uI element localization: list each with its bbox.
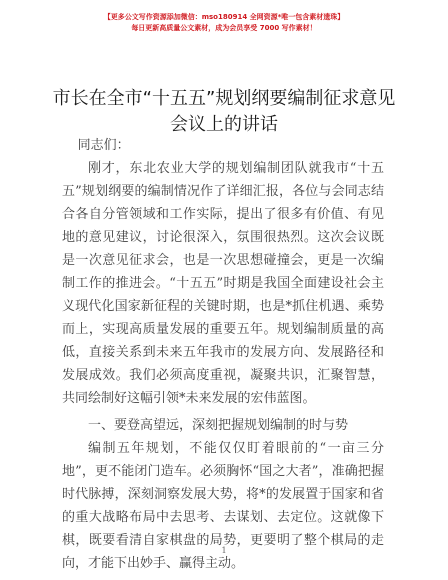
promo-banner-line-1: 【更多公文写作资源添加微信：mso180914 全网资源*唯一包含素材遗珠】	[103, 13, 345, 21]
salutation: 同志们：	[77, 138, 130, 153]
promo-banner	[0, 12, 448, 34]
body-paragraph: 刚才，东北农业大学的规划编制团队就我市“十五五”规划纲要的编制情况作了详细汇报，各位与会同志结合各自分管领域和工作实际，提出了很多有价值、有见地的意见建议，讨论很深入，氛围很热烈。这次会议既是一次意见征求会，也是一次思想碰撞会，更是一次编制工作的推进会。“十五五”时期是我国全面建设社会主义现代化国家新征程的关键时期，也是*抓住机遇、乘势而上，实现高质量发展的重要五年。规划编制质量的高低，直接关系到未来五年我市的发展方向、发展路径和发展成效。我们必须高度重视，凝聚共识，汇聚智慧，共同绘制好这幅引领*未来发展的宏伟蓝图。	[62, 161, 384, 406]
promo-banner-line-2: 每日更新高质量公文素材，成为会员享受 7000 写作素材！	[131, 24, 317, 32]
document-title-line-2: 会议上的讲话	[170, 114, 278, 135]
body-paragraph: 编制五年规划，不能仅仅盯着眼前的“一亩三分地”，更不能闭门造车。必须胸怀“国之大者”，准确把握时代脉搏，深刻洞察发展大势，将*的发展置于国家和省的重大战略布局中去思考、去谋划、去定位。这就像下棋，既要看清自家棋盘的局势，更要明了整个棋局的走向，才能下出妙手、赢得主动。	[62, 441, 384, 571]
document-title	[0, 86, 448, 138]
document-body	[62, 134, 384, 575]
section-heading: 一、要登高望远，深刻把握规划编制的时与势	[88, 418, 349, 433]
document-title-line-1: 市长在全市“十五五”规划纲要编制征求意见	[52, 88, 396, 109]
page-number: 1	[221, 546, 227, 555]
